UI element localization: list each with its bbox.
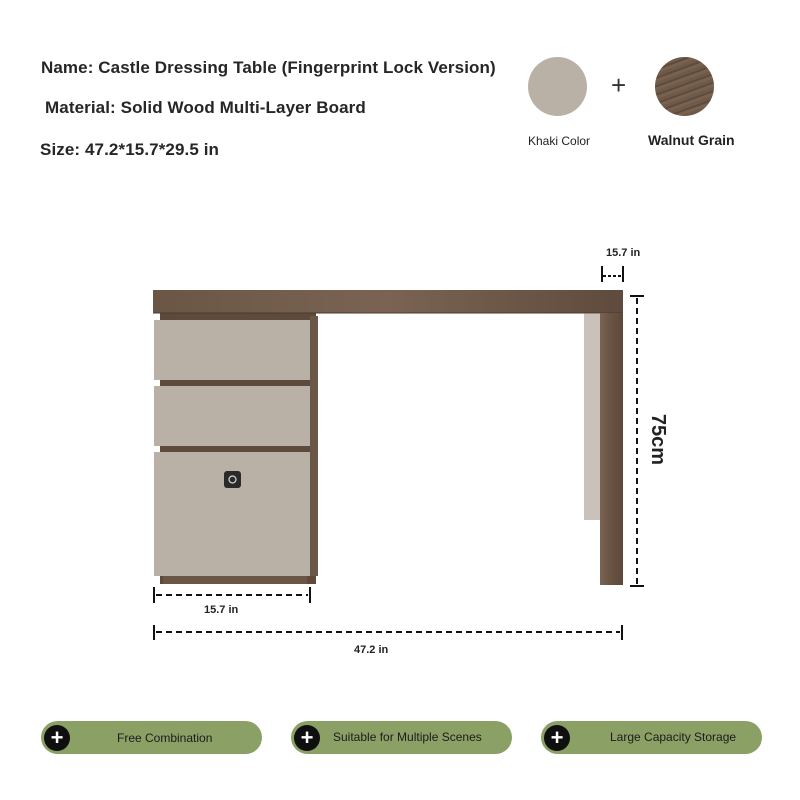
table-top: [153, 290, 623, 313]
depth-bottom-label: 15.7 in: [204, 604, 239, 616]
width-label: 47.2 in: [354, 644, 389, 656]
feature-label: Free Combination: [117, 731, 213, 745]
plus-icon: +: [611, 70, 627, 100]
product-size: Size: 47.2*15.7*29.5 in: [40, 140, 220, 159]
depth-dimension-top: [602, 266, 623, 282]
table-leg: [600, 313, 623, 585]
feature-pill-free-combination: [41, 721, 262, 754]
plus-icon: +: [294, 725, 320, 751]
depth-dimension-bottom: [154, 587, 310, 603]
khaki-color-label: Khaki Color: [528, 134, 591, 148]
feature-pill-multiple-scenes: [291, 721, 512, 754]
walnut-color-label: Walnut Grain: [648, 132, 735, 148]
height-dimension: [630, 296, 644, 586]
plus-icon: +: [544, 725, 570, 751]
feature-label: Large Capacity Storage: [610, 730, 737, 744]
width-dimension: [154, 625, 622, 640]
product-name: Name: Castle Dressing Table (Fingerprint Lock Version): [41, 58, 496, 77]
drawer-middle: [154, 386, 310, 446]
cabinet-door: [154, 452, 310, 576]
feature-pill-large-storage: [541, 721, 762, 754]
fingerprint-lock-icon: [224, 471, 241, 488]
plus-icon: +: [44, 725, 70, 751]
height-label: 75cm: [647, 413, 670, 466]
feature-label: Suitable for Multiple Scenes: [333, 730, 482, 744]
drawer-top: [154, 320, 310, 380]
depth-top-label: 15.7 in: [606, 247, 641, 259]
cabinet-base: [163, 576, 307, 584]
product-material: Material: Solid Wood Multi-Layer Board: [45, 98, 366, 117]
